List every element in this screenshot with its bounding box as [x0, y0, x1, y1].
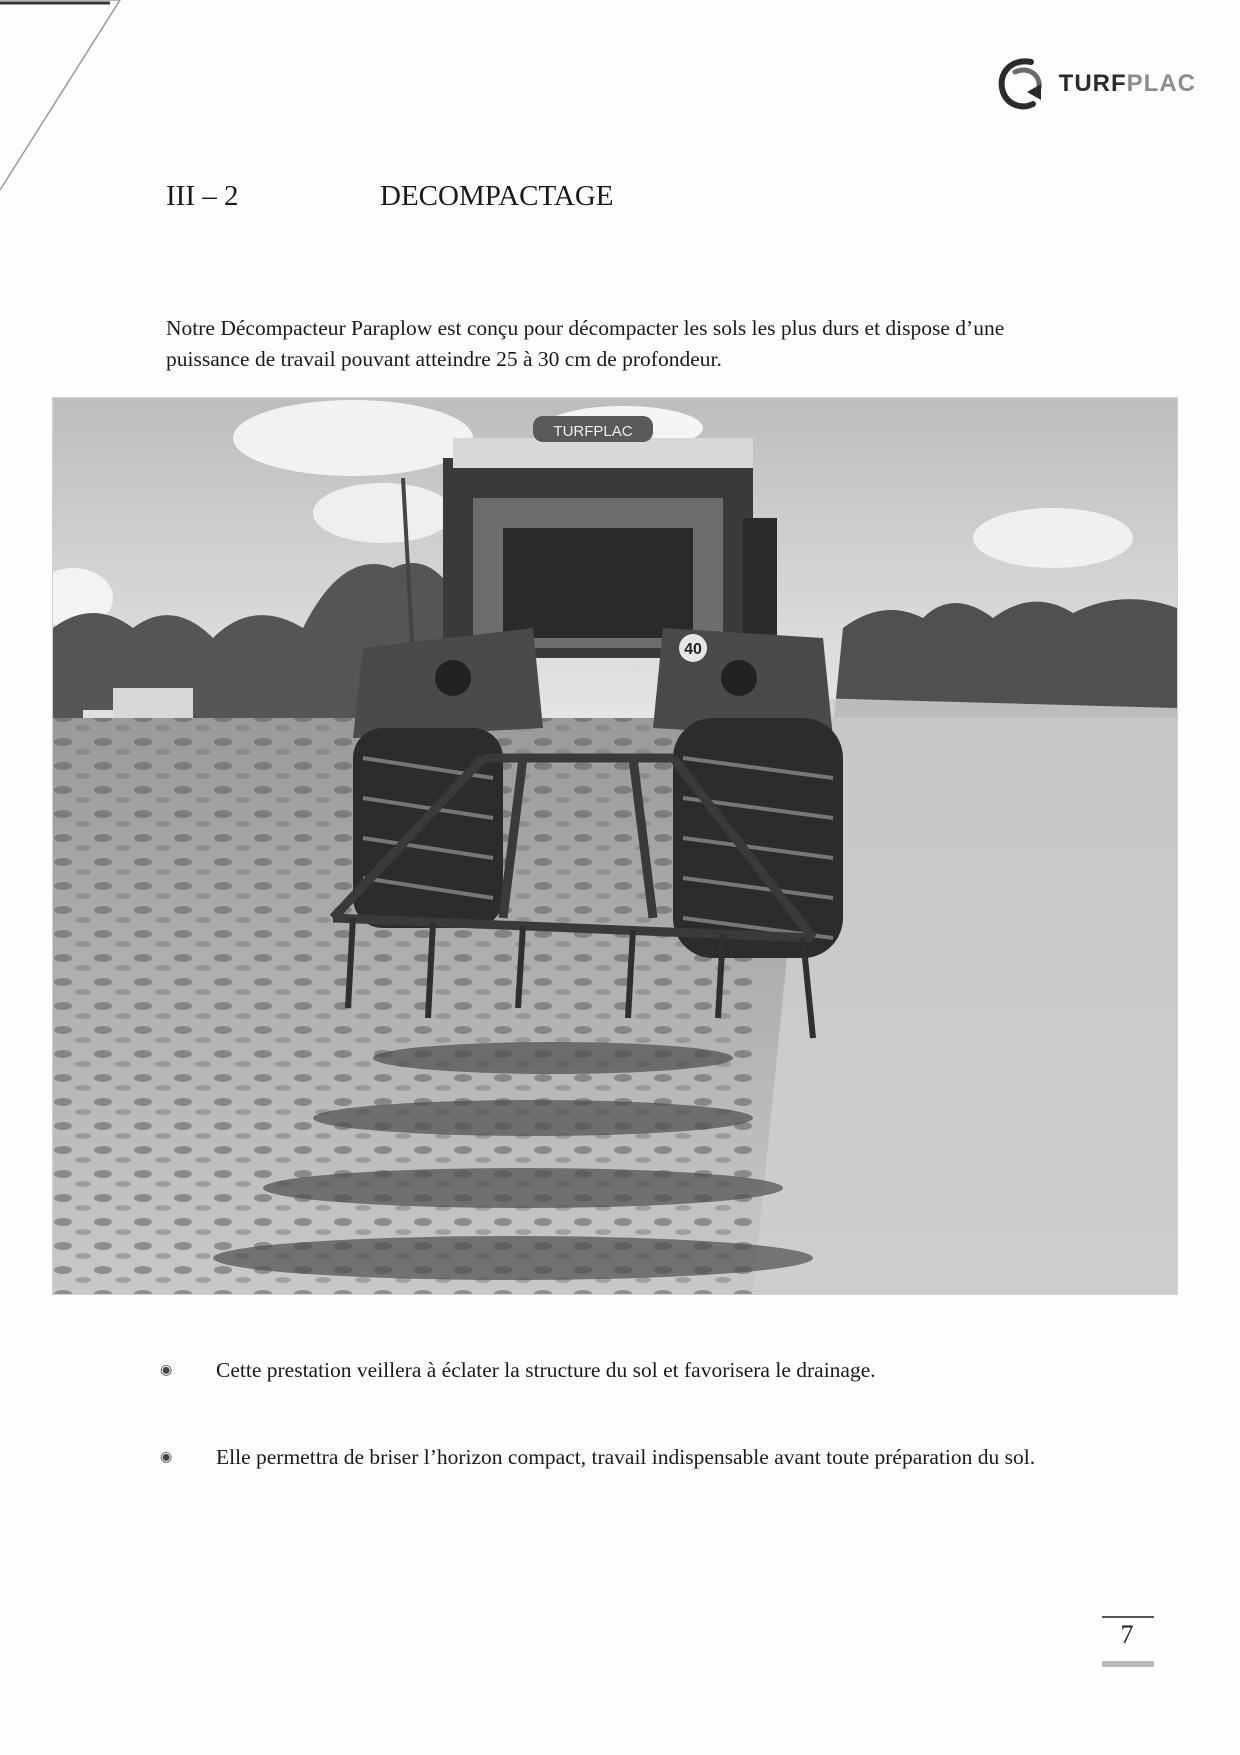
intro-paragraph: Notre Décompacteur Paraplow est conçu pour décompacter les sols les plus durs et dispose d’une puissance de travail pouvant atteindre 25 à 30 cm de profondeur. [166, 316, 1005, 371]
list-item [160, 1442, 1065, 1473]
page-number-rule [1102, 1616, 1154, 1618]
circle-bullet-icon: ◉ [160, 1450, 173, 1465]
bullet-text: Cette prestation veillera à éclater la structure du sol et favorisera le drainage. [216, 1358, 876, 1382]
bullet-list [160, 1355, 1065, 1529]
cab-sign: TURFPLAC [553, 423, 633, 440]
tractor-photo [52, 397, 1178, 1295]
tag-number: 40 [684, 641, 702, 658]
turfplac-logo [991, 52, 1196, 116]
page-number: 7 [1120, 1620, 1134, 1649]
section-title: DECOMPACTAGE [380, 180, 614, 212]
logo-text-secondary: PLAC [1126, 70, 1196, 97]
section-number: III – 2 [166, 180, 239, 212]
circle-bullet-icon: ◉ [160, 1363, 173, 1378]
logo-text-primary: TURF [1058, 70, 1127, 97]
logo-swirl-icon [991, 52, 1055, 116]
list-item [160, 1355, 1065, 1386]
section-heading [166, 180, 613, 213]
page-number-bar [1102, 1661, 1154, 1667]
corner-fold-mark [0, 0, 130, 190]
bullet-text: Elle permettra de briser l’horizon compact, travail indispensable avant toute préparation du sol. [216, 1445, 1036, 1469]
logo-text [1059, 70, 1196, 98]
